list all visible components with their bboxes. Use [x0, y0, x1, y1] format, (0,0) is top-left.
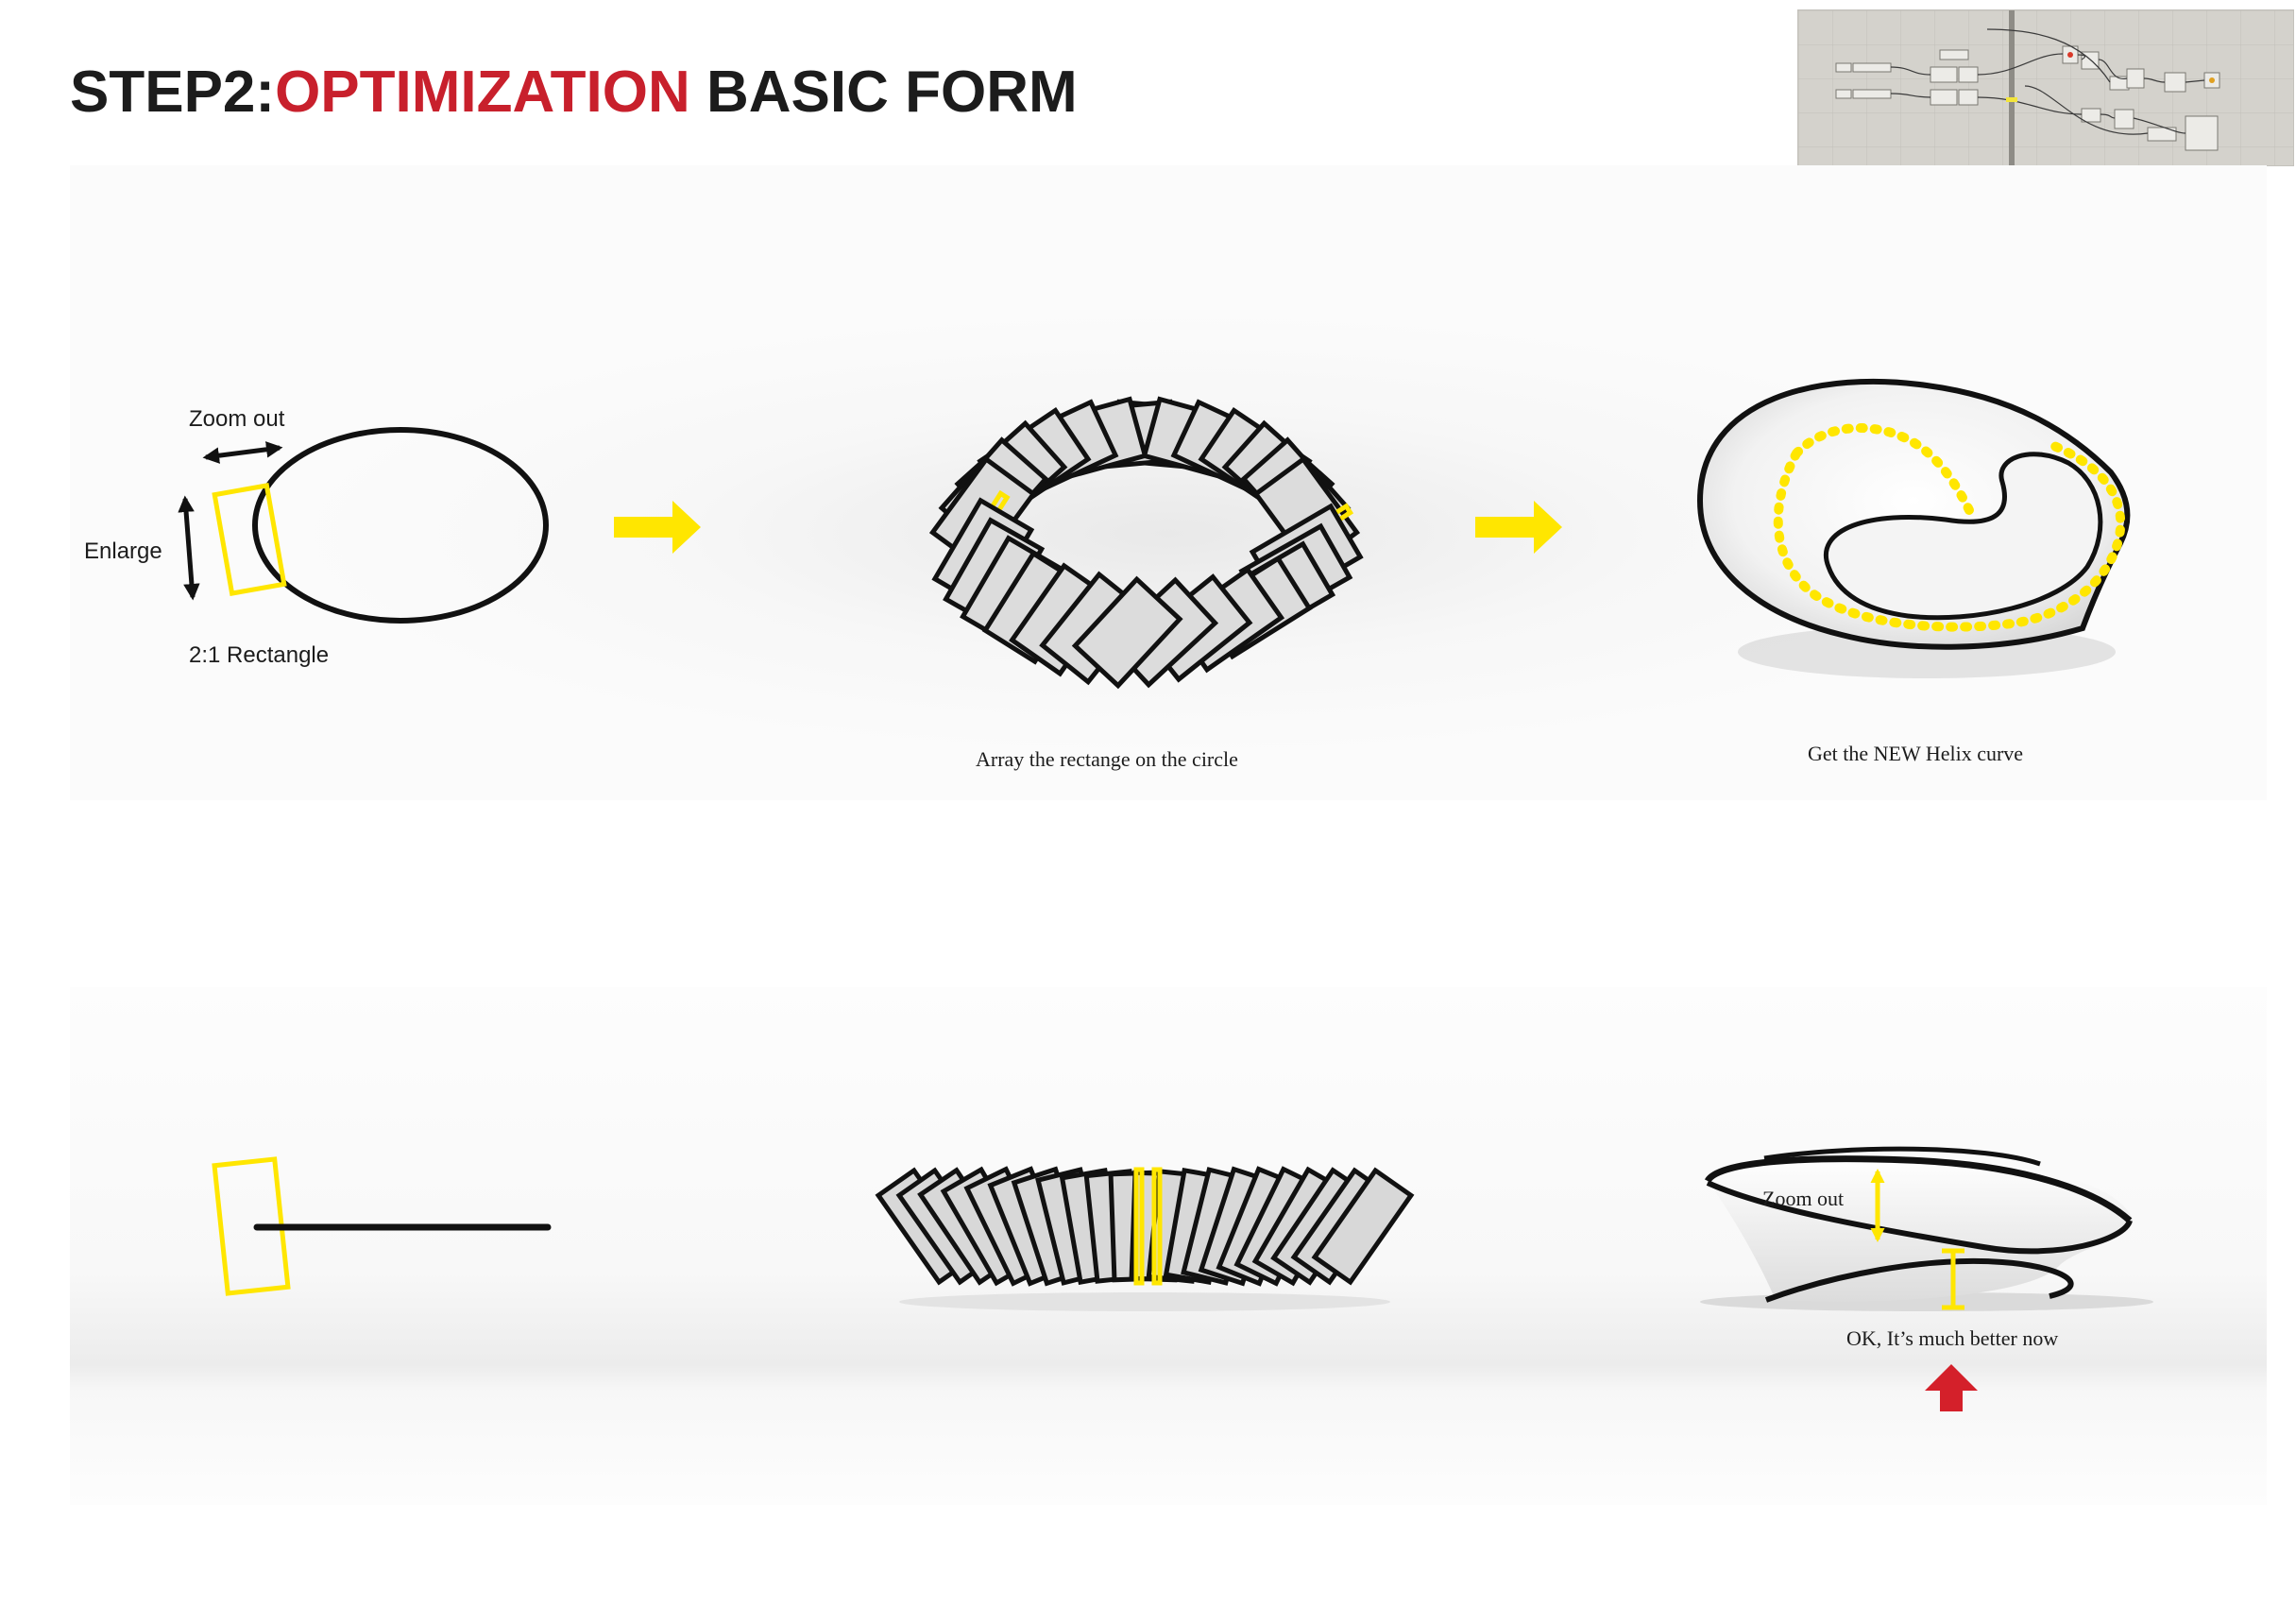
helix-band-side-view: [1700, 1149, 2153, 1311]
helix-torus-render: [1700, 382, 2127, 678]
array-caption: Array the rectange on the circle: [976, 747, 1238, 771]
zoom-out-label: Zoom out: [189, 406, 285, 432]
rectangle-array-top-view: [932, 400, 1360, 686]
zoom-out-label-bottom: Zoom out: [1762, 1187, 1845, 1210]
base-ellipse-diagram: [185, 430, 546, 621]
double-arrow-icon: [185, 499, 193, 597]
base-ellipse: [255, 430, 546, 621]
arrow-right-icon: [614, 501, 701, 554]
enlarge-label: Enlarge: [84, 538, 162, 564]
helix-caption: Get the NEW Helix curve: [1808, 742, 2024, 765]
double-arrow-icon: [206, 448, 280, 457]
title-suffix: BASIC FORM: [689, 60, 1078, 125]
arrow-up-icon: [1925, 1364, 1978, 1411]
rectangle-label: 2:1 Rectangle: [189, 642, 330, 668]
rectangle-array-side-view: [878, 1169, 1411, 1283]
title-prefix: STEP2:: [70, 60, 276, 125]
base-side-view: [214, 1159, 548, 1293]
result-caption: OK, It’s much better now: [1846, 1326, 2059, 1350]
rectangle-2-1: [214, 486, 284, 593]
array-shadow: [899, 1292, 1390, 1311]
title-highlight: OPTIMIZATION: [275, 60, 690, 125]
arrow-right-icon: [1475, 501, 1562, 554]
